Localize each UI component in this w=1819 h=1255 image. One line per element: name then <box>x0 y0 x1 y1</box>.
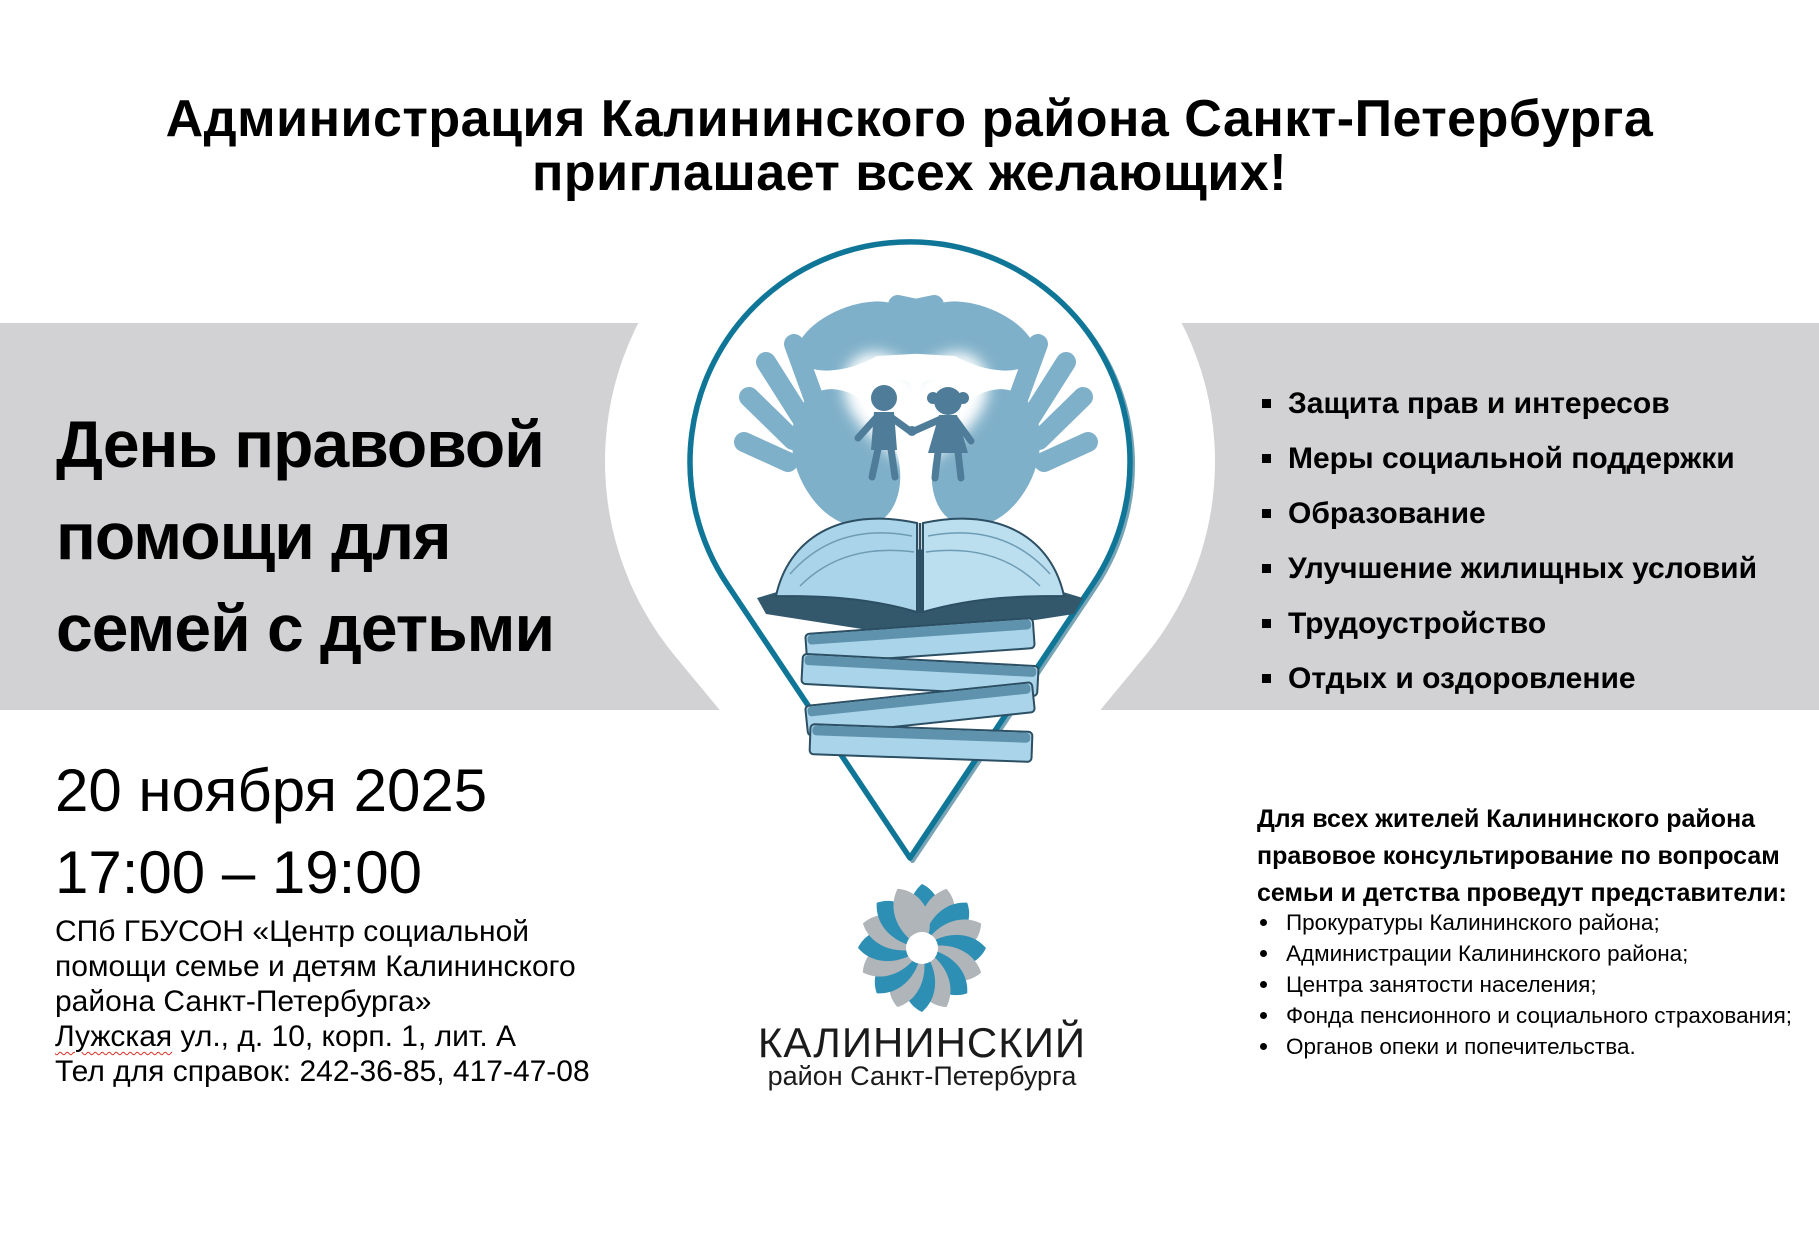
venue-address <box>55 1019 590 1054</box>
bullet-square-icon <box>1262 619 1271 628</box>
provider-label: Администрации Калининского района; <box>1286 941 1689 966</box>
bullet-dot-icon <box>1260 981 1267 988</box>
provider-item <box>1260 969 1792 1000</box>
bullet-square-icon <box>1262 399 1271 408</box>
provider-label: Органов опеки и попечительства. <box>1286 1034 1636 1059</box>
bullet-dot-icon <box>1260 950 1267 957</box>
event-title-line3: семей с детьми <box>56 591 555 665</box>
topic-item <box>1262 663 1757 694</box>
bullet-dot-icon <box>1260 1012 1267 1019</box>
venue-address-rest: ул., д. 10, корп. 1, лит. А <box>172 1020 517 1053</box>
event-title-line2: помощи для <box>56 499 451 573</box>
provider-label: Прокуратуры Калининского района; <box>1286 910 1660 935</box>
consult-intro-line3: семьи и детства проведут представители: <box>1257 879 1787 907</box>
topic-label: Защита прав и интересов <box>1288 386 1670 420</box>
bullet-square-icon <box>1262 454 1271 463</box>
event-time: 17:00 – 19:00 <box>55 839 423 906</box>
topic-item <box>1262 498 1757 529</box>
bullet-square-icon <box>1262 509 1271 518</box>
topic-label: Улучшение жилищных условий <box>1288 551 1758 585</box>
topic-label: Образование <box>1288 496 1486 530</box>
bullet-square-icon <box>1262 564 1271 573</box>
event-title-line1: День правовой <box>56 407 544 481</box>
event-datetime <box>55 750 487 914</box>
phone-number: Тел для справок: 242-36-85, 417-47-08 <box>55 1055 590 1088</box>
venue-name-line1: СПб ГБУСОН «Центр социальной <box>55 915 530 948</box>
page-title-line1: Администрация Калининского района Санкт-Петербурга <box>165 90 1654 148</box>
venue-street: Лужская <box>55 1020 173 1053</box>
provider-item <box>1260 907 1792 938</box>
event-date: 20 ноября 2025 <box>55 757 488 824</box>
topic-item <box>1262 388 1757 419</box>
event-title <box>56 398 554 674</box>
topic-label: Меры социальной поддержки <box>1288 441 1735 475</box>
provider-item <box>1260 938 1792 969</box>
topic-item <box>1262 608 1757 639</box>
page-title-line2: приглашает всех желающих! <box>531 144 1288 202</box>
topic-label: Трудоустройство <box>1288 606 1547 640</box>
bullet-square-icon <box>1262 674 1271 683</box>
logo-title: КАЛИНИНСКИЙ <box>757 1019 1087 1066</box>
page-title <box>0 92 1819 200</box>
provider-item <box>1260 1031 1792 1062</box>
topic-label: Отдых и оздоровление <box>1288 661 1636 695</box>
topic-item <box>1262 443 1757 474</box>
venue-name-line2: помощи семье и детям Калининского <box>55 950 576 983</box>
providers-list <box>1260 907 1792 1062</box>
provider-label: Фонда пенсионного и социального страхования; <box>1286 1003 1793 1028</box>
bullet-dot-icon <box>1260 1043 1267 1050</box>
topics-list <box>1262 388 1757 718</box>
provider-item <box>1260 1000 1792 1031</box>
logo-subtitle: район Санкт-Петербурга <box>767 1061 1077 1091</box>
district-logo-icon <box>856 882 989 1015</box>
venue-block <box>55 914 590 1089</box>
consult-intro-line1: Для всех жителей Калининского района <box>1257 805 1756 833</box>
provider-label: Центра занятости населения; <box>1286 972 1597 997</box>
consult-intro <box>1257 801 1787 912</box>
bullet-dot-icon <box>1260 919 1267 926</box>
consult-intro-line2: правовое консультирование по вопросам <box>1257 842 1780 870</box>
venue-name-line3: района Санкт-Петербурга» <box>55 985 432 1018</box>
topic-item <box>1262 553 1757 584</box>
